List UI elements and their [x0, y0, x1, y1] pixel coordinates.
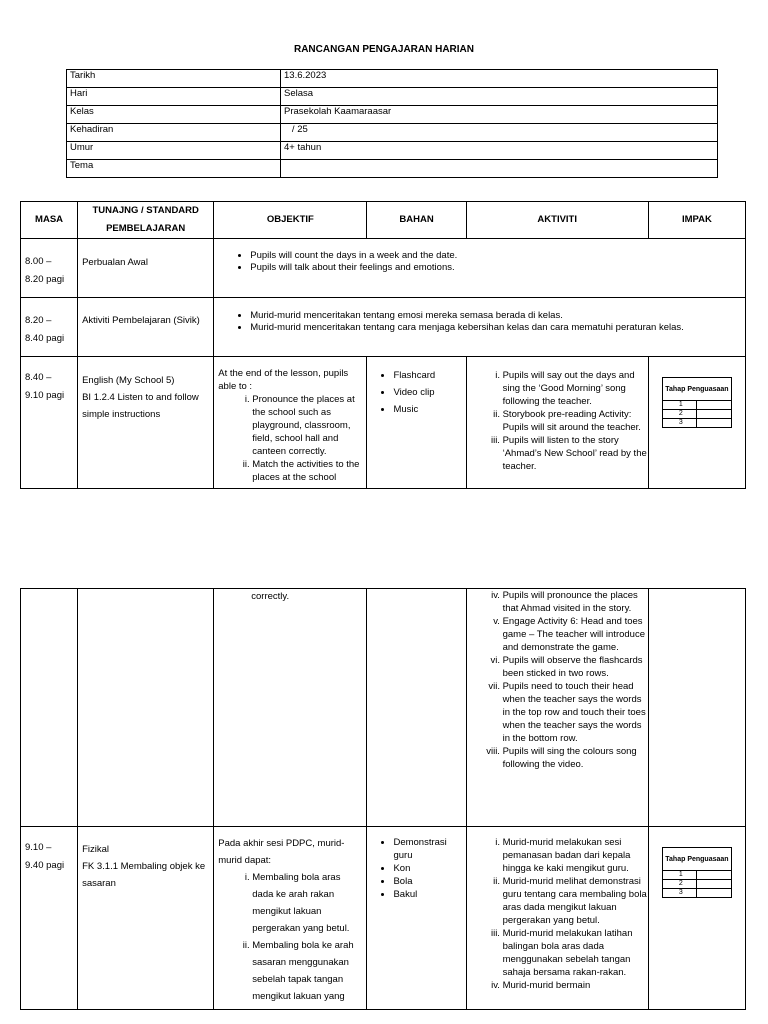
masa-cell [21, 298, 78, 357]
tahap-level: 3 [662, 889, 696, 898]
tunjang-cell [78, 827, 214, 1010]
aktiviti-item: ii. Murid-murid melihat demonstrasi guru tentang cara membaling bola aras dada mengikut lakuan pergerakan yang betul. [503, 875, 648, 927]
objektif-item: ii. Membaling bola ke arah sasaran menggunakan sebelah tapak tangan mengikut lakuan yang [252, 937, 362, 1005]
masa-end: 9.10 pagi [25, 390, 65, 401]
aktiviti-cell [466, 827, 648, 1010]
masa-end: 8.20 pagi [25, 274, 65, 285]
info-label: Tarikh [67, 70, 281, 88]
bahan-item: • Demonstrasi guru [393, 836, 465, 862]
objektif-item: ii. Match the activities to the places at the school [252, 458, 362, 484]
info-label: Hari [67, 88, 281, 106]
masa-start: 9.10 – [25, 842, 52, 853]
tahap-level: 3 [662, 419, 696, 428]
tahap-value[interactable] [696, 401, 731, 410]
info-value [281, 160, 718, 178]
info-row [67, 88, 718, 106]
aktiviti-cell [466, 357, 648, 489]
lesson-plan-table [20, 201, 746, 489]
aktiviti-item: iii. Murid-murid melakukan latihan balingan bola aras dada menggunakan sebelah tangan sahaja bersama rakan-rakan. [503, 927, 648, 979]
page-title: RANCANGAN PENGAJARAN HARIAN [293, 44, 474, 55]
masa-cell [21, 589, 78, 827]
info-row [67, 142, 718, 160]
info-label: Kehadiran [67, 124, 281, 142]
tunjang-cell [78, 589, 214, 827]
bahan-item: • Kon [393, 862, 465, 875]
bahan-item: • Flashcard [393, 367, 465, 384]
impak-cell [648, 827, 745, 1010]
masa-start: 8.00 – [25, 256, 52, 267]
header-impak: IMPAK [648, 202, 745, 239]
header-tunjang: TUNAJNG / STANDARD PEMBELAJARAN [78, 202, 214, 239]
tunjang-text: Aktiviti Pembelajaran (Sivik) [82, 315, 200, 326]
bahan-item: • Bola [393, 875, 465, 888]
aktiviti-item: ii. Storybook pre-reading Activity: Pupils will sit around the teacher. [503, 408, 648, 434]
header-objektif: OBJEKTIF [214, 202, 367, 239]
impak-cell [648, 589, 745, 827]
info-value: / 25 [281, 124, 718, 142]
row-english-continued [21, 589, 746, 827]
header-masa: MASA [21, 202, 78, 239]
aktiviti-item: iii. Pupils will listen to the story ‘Ahmad’s New School’ read by the teacher. [503, 434, 648, 473]
tahap-value[interactable] [696, 871, 731, 880]
info-value: Selasa [281, 88, 718, 106]
aktiviti-item: iv. Pupils will pronounce the places that Ahmad visited in the story. [503, 589, 648, 615]
aktiviti-item: iv. Murid-murid bermain [503, 979, 648, 992]
objektif-cell [214, 589, 367, 827]
bahan-item: • Video clip [393, 384, 465, 401]
info-row [67, 160, 718, 178]
tunjang-cell [78, 239, 214, 298]
aktiviti-item: v. Engage Activity 6: Head and toes game – The teacher will introduce and demonstrate the game. [503, 615, 648, 654]
aktiviti-item: vi. Pupils will observe the flashcards been sticked in two rows. [503, 654, 648, 680]
tahap-label: Tahap Penguasaan [662, 848, 731, 871]
aktiviti-item: i. Pupils will say out the days and sing the ‘Good Morning’ song following the teacher. [503, 369, 648, 408]
bullet-item: • Murid-murid menceritakan tentang emosi mereka semasa berada di kelas. [250, 310, 745, 322]
info-row [67, 106, 718, 124]
tunjang-text: Perbualan Awal [82, 257, 148, 268]
tahap-label: Tahap Penguasaan [662, 378, 731, 401]
tahap-level: 1 [662, 871, 696, 880]
info-row [67, 70, 718, 88]
info-label: Tema [67, 160, 281, 178]
bullet-item: • Pupils will count the days in a week and the date. [250, 250, 745, 262]
info-table [66, 69, 718, 178]
objektif-intro: Pada akhir sesi PDPC, murid-murid dapat: [218, 838, 345, 866]
tahap-level: 1 [662, 401, 696, 410]
row-english [21, 357, 746, 489]
aktiviti-cell [466, 589, 648, 827]
masa-end: 8.40 pagi [25, 333, 65, 344]
tunjang-cell [78, 357, 214, 489]
masa-cell [21, 239, 78, 298]
tahap-value[interactable] [696, 410, 731, 419]
header-bahan: BAHAN [367, 202, 466, 239]
objektif-continued: correctly. [251, 591, 290, 602]
objektif-intro: At the end of the lesson, pupils able to : [218, 368, 349, 392]
masa-end: 9.40 pagi [25, 860, 65, 871]
masa-cell [21, 357, 78, 489]
tahap-value[interactable] [696, 889, 731, 898]
standard-text: BI 1.2.4 Listen to and follow simple instructions [82, 392, 199, 420]
tahap-value[interactable] [696, 880, 731, 889]
objektif-item: i. Membaling bola aras dada ke arah rakan mengikut lakuan pergerakan yang betul. [252, 869, 362, 937]
info-row [67, 124, 718, 142]
row-fizikal [21, 827, 746, 1010]
tahap-level: 2 [662, 880, 696, 889]
bahan-item: • Bakul [393, 888, 465, 901]
standard-text: FK 3.1.1 Membaling objek ke sasaran [82, 861, 206, 889]
points-cell [214, 298, 746, 357]
masa-cell [21, 827, 78, 1010]
info-value: 4+ tahun [281, 142, 718, 160]
tunjang-cell [78, 298, 214, 357]
bahan-cell [367, 357, 466, 489]
points-cell [214, 239, 746, 298]
tahap-level: 2 [662, 410, 696, 419]
aktiviti-item: i. Murid-murid melakukan sesi pemanasan badan dari kepala hingga ke kaki mengikut guru. [503, 836, 648, 875]
info-value: 13.6.2023 [281, 70, 718, 88]
tahap-penguasaan-table [662, 377, 732, 428]
masa-start: 8.40 – [25, 372, 52, 383]
subject-title: English (My School 5) [82, 375, 175, 386]
impak-cell [648, 357, 745, 489]
header-row [21, 202, 746, 239]
header-aktiviti: AKTIVITI [466, 202, 648, 239]
objektif-cell [214, 827, 367, 1010]
bahan-cell [367, 827, 466, 1010]
objektif-item: i. Pronounce the places at the school such as playground, classroom, field, school hall and canteen correctly. [252, 393, 362, 458]
info-label: Umur [67, 142, 281, 160]
masa-start: 8.20 – [25, 315, 52, 326]
bahan-cell [367, 589, 466, 827]
row-perbualan-awal [21, 239, 746, 298]
aktiviti-item: vii. Pupils need to touch their head when the teacher says the words in the top row and touch their toes when the teacher says the words in the bottom row. [503, 680, 648, 745]
subject-title: Fizikal [82, 844, 109, 855]
lesson-plan-table-continued [20, 588, 746, 1010]
objektif-cell [214, 357, 367, 489]
tahap-value[interactable] [696, 419, 731, 428]
tahap-penguasaan-table [662, 847, 732, 898]
aktiviti-item: viii. Pupils will sing the colours song following the video. [503, 745, 648, 771]
bullet-item: • Pupils will talk about their feelings and emotions. [250, 262, 745, 274]
row-aktiviti-sivik [21, 298, 746, 357]
bullet-item: • Murid-murid menceritakan tentang cara menjaga kebersihan kelas dan cara mematuhi peraturan kelas. [250, 322, 745, 334]
bahan-item: • Music [393, 401, 465, 418]
info-label: Kelas [67, 106, 281, 124]
info-value: Prasekolah Kaamaraasar [281, 106, 718, 124]
